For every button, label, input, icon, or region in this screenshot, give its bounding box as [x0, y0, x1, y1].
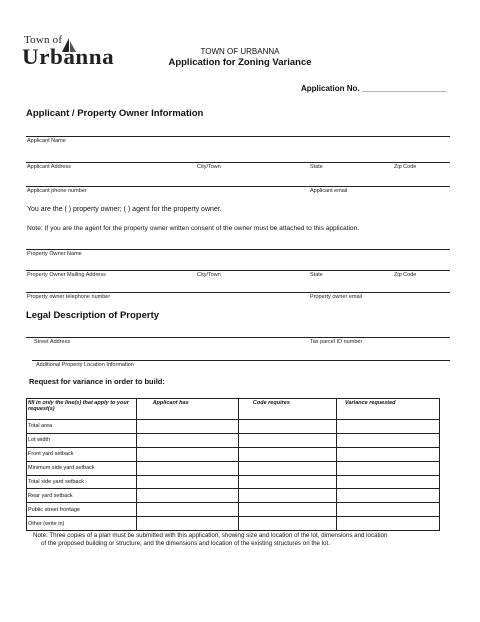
table-row: [27, 433, 440, 447]
owner-mailing-line[interactable]: [26, 270, 450, 271]
owner-phone-label: Property owner telephone number: [27, 294, 111, 300]
variance-requested-cell[interactable]: [337, 461, 440, 475]
applicant-zip-label: Zip Code: [394, 164, 417, 170]
variance-requested-cell[interactable]: [337, 489, 440, 503]
row-label: Front yard setback: [27, 447, 137, 461]
variance-requested-cell[interactable]: [337, 420, 440, 434]
applicant-has-cell[interactable]: [136, 433, 238, 447]
variance-header-fill: fill in only the line(s) that apply to your request(s): [27, 399, 137, 420]
owner-name-line[interactable]: [26, 249, 450, 250]
applicant-phone-label: Applicant phone number: [27, 188, 87, 194]
applicant-name-line[interactable]: [26, 136, 450, 137]
street-address-label: Street Address: [34, 339, 71, 345]
variance-requested-cell[interactable]: [337, 447, 440, 461]
street-address-line[interactable]: [26, 337, 450, 338]
logo-urbanna: Urbanna: [22, 44, 115, 69]
owner-mailing-label: Property Owner Mailing Address: [27, 272, 106, 278]
row-label: Minimum side yard setback: [27, 461, 137, 475]
footer-note-line2: of the proposed building or structure, and the dimensions and location of the existing structures on the lot.: [41, 540, 330, 548]
footer-note: [33, 532, 443, 549]
variance-requested-cell[interactable]: [337, 475, 440, 489]
agent-note: Note: If you are the agent for the property owner written consent of the owner must be attached to this application.: [27, 225, 360, 232]
org-name: TOWN OF URBANNA: [200, 47, 280, 56]
row-label: Public street frontage: [27, 503, 137, 517]
table-row: [27, 475, 440, 489]
application-no-label: Application No. ___________________: [301, 84, 447, 93]
footer-note-line1: Note: Three copies of a plan must be submitted with this application, showing size and location of the lot, dimensions and location: [33, 532, 388, 539]
table-row: [27, 447, 440, 461]
applicant-name-label: Applicant Name: [27, 138, 66, 144]
applicant-email-label: Applicant email: [310, 188, 348, 194]
applicant-has-cell[interactable]: [136, 461, 238, 475]
owner-email-label: Property owner email: [310, 294, 362, 300]
owner-zip-label: Zip Code: [394, 272, 417, 278]
tax-parcel-label: Tax parcel ID number: [310, 339, 363, 345]
owner-name-label: Property Owner Name: [27, 251, 82, 257]
applicant-address-label: Applicant Address: [27, 164, 72, 170]
variance-header-applicant: Applicant has: [136, 399, 238, 420]
applicant-has-cell[interactable]: [136, 517, 238, 531]
logo-town-of: Town of: [24, 34, 63, 46]
owner-phone-line[interactable]: [26, 292, 450, 293]
applicant-address-line[interactable]: [26, 162, 450, 163]
code-requires-cell[interactable]: [238, 461, 336, 475]
code-requires-cell[interactable]: [238, 447, 336, 461]
applicant-has-cell[interactable]: [136, 489, 238, 503]
row-label: Other (write in): [27, 517, 137, 531]
code-requires-cell[interactable]: [238, 420, 336, 434]
applicant-has-cell[interactable]: [136, 503, 238, 517]
applicant-section-title: Applicant / Property Owner Information: [26, 108, 204, 119]
additional-info-line[interactable]: [32, 360, 450, 361]
applicant-has-cell[interactable]: [136, 475, 238, 489]
owner-state-label: State: [310, 272, 323, 278]
legal-section-title: Legal Description of Property: [26, 310, 160, 321]
variance-header-row: [27, 399, 440, 420]
table-row: [27, 489, 440, 503]
applicant-state-label: State: [310, 164, 323, 170]
code-requires-cell[interactable]: [238, 475, 336, 489]
variance-requested-cell[interactable]: [337, 433, 440, 447]
page-title: Application for Zoning Variance: [168, 57, 312, 68]
code-requires-cell[interactable]: [238, 517, 336, 531]
code-requires-cell[interactable]: [238, 503, 336, 517]
applicant-phone-line[interactable]: [26, 186, 450, 187]
applicant-has-cell[interactable]: [136, 420, 238, 434]
table-row: [27, 517, 440, 531]
table-row: [27, 420, 440, 434]
applicant-has-cell[interactable]: [136, 447, 238, 461]
row-label: Lot width: [27, 433, 137, 447]
table-row: [27, 503, 440, 517]
variance-header-code: Code requires: [238, 399, 336, 420]
variance-requested-cell[interactable]: [337, 517, 440, 531]
applicant-city-label: City/Town: [197, 164, 221, 170]
variance-header-variance: Variance requested: [337, 399, 440, 420]
additional-info-label: Additional Property Location Information: [36, 362, 134, 368]
variance-table: [26, 398, 440, 531]
row-label: Total side yard setback: [27, 475, 137, 489]
variance-title: Request for variance in order to build:: [29, 377, 165, 386]
owner-city-label: City/Town: [197, 272, 221, 278]
code-requires-cell[interactable]: [238, 433, 336, 447]
row-label: Rear yard setback: [27, 489, 137, 503]
table-row: [27, 461, 440, 475]
code-requires-cell[interactable]: [238, 489, 336, 503]
variance-requested-cell[interactable]: [337, 503, 440, 517]
owner-agent-statement: You are the ( ) property owner; ( ) agent for the property owner.: [27, 206, 222, 213]
row-label: Total area: [27, 420, 137, 434]
